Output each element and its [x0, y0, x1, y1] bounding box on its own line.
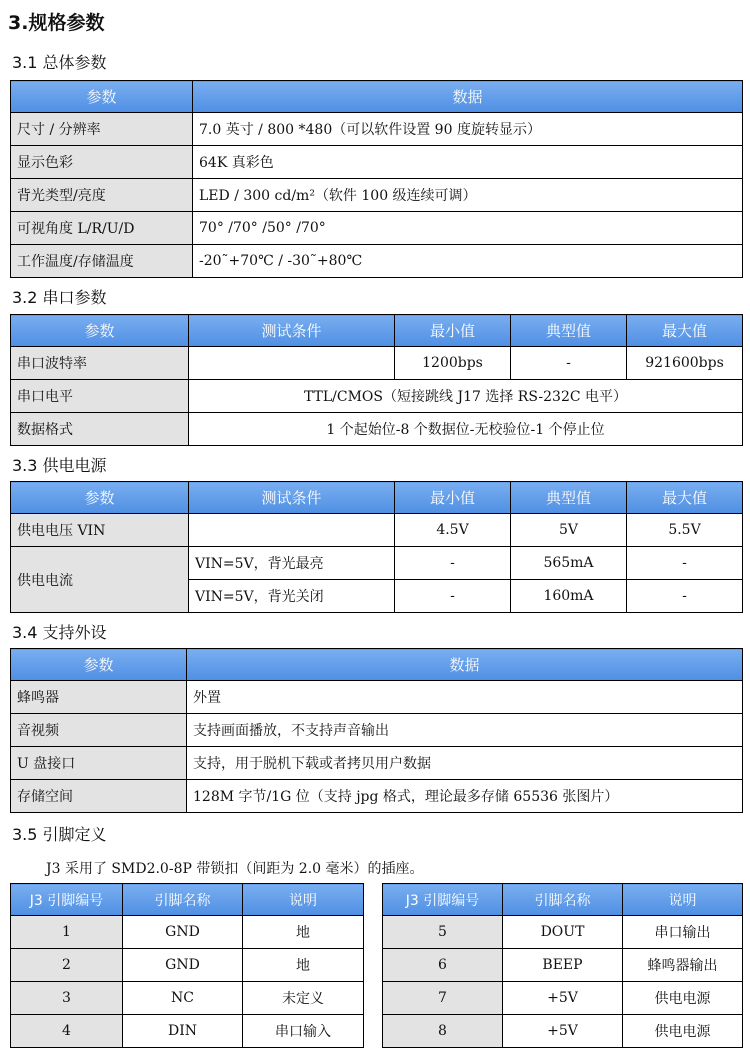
col-header-typ: 典型值	[511, 482, 627, 514]
col-header-typ: 典型值	[511, 315, 627, 347]
col-header-pin-no: J3 引脚编号	[383, 884, 503, 916]
section-heading-serial: 3.2 串口参数	[12, 288, 107, 307]
table-row	[383, 916, 743, 949]
row-value: 128M 字节/1G 位（支持 jpg 格式，理论最多存储 65536 张图片）	[187, 780, 743, 813]
col-header-param: 参数	[11, 649, 187, 681]
table-row	[11, 714, 743, 747]
row-label: 数据格式	[11, 413, 189, 446]
table-row	[11, 146, 743, 179]
table-row	[11, 547, 743, 580]
row-label: 供电电压 VIN	[11, 514, 189, 547]
table-row	[383, 949, 743, 982]
row-label: 可视角度 L/R/U/D	[11, 212, 193, 245]
cell-value: TTL/CMOS（短接跳线 J17 选择 RS-232C 电平）	[189, 380, 743, 413]
power-params-table	[10, 481, 743, 613]
cell-max: 5.5V	[627, 514, 743, 547]
col-header-param: 参数	[11, 315, 189, 347]
cell-typ: -	[511, 347, 627, 380]
table-row	[11, 1015, 364, 1048]
pin-number: 3	[11, 982, 123, 1015]
table-row	[11, 245, 743, 278]
row-value: 外置	[187, 681, 743, 714]
cell-min: 4.5V	[395, 514, 511, 547]
table-row	[11, 916, 364, 949]
pin-number: 2	[11, 949, 123, 982]
table-row	[11, 179, 743, 212]
pin-desc: 蜂鸣器输出	[623, 949, 743, 982]
pin-number: 1	[11, 916, 123, 949]
col-header-condition: 测试条件	[189, 315, 395, 347]
peripherals-table	[10, 648, 743, 813]
table-row	[11, 212, 743, 245]
row-value: LED / 300 cd/m²（软件 100 级连续可调）	[193, 179, 743, 212]
general-params-table	[10, 80, 743, 278]
row-label: 存储空间	[11, 780, 187, 813]
col-header-min: 最小值	[395, 315, 511, 347]
section-heading-power: 3.3 供电电源	[12, 456, 107, 475]
pin-desc: 未定义	[243, 982, 364, 1015]
col-header-data: 数据	[193, 81, 743, 113]
row-label: 音视频	[11, 714, 187, 747]
section-heading-peripherals: 3.4 支持外设	[12, 623, 107, 642]
cell-typ: 160mA	[511, 580, 627, 613]
cell-typ: 565mA	[511, 547, 627, 580]
row-label: 供电电流	[11, 547, 189, 613]
table-row	[11, 347, 743, 380]
table-row	[11, 982, 364, 1015]
cell-min: 1200bps	[395, 347, 511, 380]
row-value: 支持画面播放，不支持声音输出	[187, 714, 743, 747]
cell-condition: VIN=5V，背光最亮	[189, 547, 395, 580]
cell-value: 1 个起始位-8 个数据位-无校验位-1 个停止位	[189, 413, 743, 446]
col-header-param: 参数	[11, 81, 193, 113]
pin-desc: 供电电源	[623, 982, 743, 1015]
table-row	[11, 413, 743, 446]
row-label: 工作温度/存储温度	[11, 245, 193, 278]
pin-name: +5V	[503, 1015, 623, 1048]
pin-number: 6	[383, 949, 503, 982]
table-row	[11, 113, 743, 146]
section-heading-pins: 3.5 引脚定义	[12, 825, 107, 844]
pin-desc: 串口输入	[243, 1015, 364, 1048]
pin-desc: 供电电源	[623, 1015, 743, 1048]
row-value: -20˜+70℃ / -30˜+80℃	[193, 245, 743, 278]
row-label: 串口电平	[11, 380, 189, 413]
cell-min: -	[395, 547, 511, 580]
col-header-desc: 说明	[623, 884, 743, 916]
pin-desc: 地	[243, 949, 364, 982]
row-label: U 盘接口	[11, 747, 187, 780]
row-value: 支持，用于脱机下载或者拷贝用户数据	[187, 747, 743, 780]
row-value: 64K 真彩色	[193, 146, 743, 179]
table-row	[11, 949, 364, 982]
cell-max: -	[627, 580, 743, 613]
row-label: 尺寸 / 分辨率	[11, 113, 193, 146]
table-row	[11, 747, 743, 780]
table-row	[11, 780, 743, 813]
table-row	[11, 380, 743, 413]
col-header-pin-no: J3 引脚编号	[11, 884, 123, 916]
col-header-min: 最小值	[395, 482, 511, 514]
pin-name: DIN	[123, 1015, 243, 1048]
table-row	[383, 1015, 743, 1048]
col-header-pin-name: 引脚名称	[503, 884, 623, 916]
pin-name: GND	[123, 949, 243, 982]
pin-name: GND	[123, 916, 243, 949]
serial-params-table	[10, 314, 743, 446]
pin-number: 5	[383, 916, 503, 949]
col-header-condition: 测试条件	[189, 482, 395, 514]
section-heading-general: 3.1 总体参数	[12, 53, 107, 72]
col-header-desc: 说明	[243, 884, 364, 916]
col-header-pin-name: 引脚名称	[123, 884, 243, 916]
pin-name: NC	[123, 982, 243, 1015]
row-value: 7.0 英寸 / 800 *480（可以软件设置 90 度旋转显示）	[193, 113, 743, 146]
pin-number: 8	[383, 1015, 503, 1048]
table-row	[11, 514, 743, 547]
cell-max: -	[627, 547, 743, 580]
row-value: 70° /70° /50° /70°	[193, 212, 743, 245]
cell-condition	[189, 347, 395, 380]
col-header-data: 数据	[187, 649, 743, 681]
pin-number: 7	[383, 982, 503, 1015]
col-header-max: 最大值	[627, 482, 743, 514]
cell-min: -	[395, 580, 511, 613]
connector-note: J3 采用了 SMD2.0-8P 带锁扣（间距为 2.0 毫米）的插座。	[46, 861, 424, 877]
pin-name: DOUT	[503, 916, 623, 949]
cell-max: 921600bps	[627, 347, 743, 380]
row-label: 背光类型/亮度	[11, 179, 193, 212]
pin-name: BEEP	[503, 949, 623, 982]
row-label: 显示色彩	[11, 146, 193, 179]
col-header-param: 参数	[11, 482, 189, 514]
table-row	[383, 982, 743, 1015]
row-label: 串口波特率	[11, 347, 189, 380]
pin-table-right	[382, 883, 743, 1048]
cell-condition: VIN=5V，背光关闭	[189, 580, 395, 613]
col-header-max: 最大值	[627, 315, 743, 347]
table-row	[11, 681, 743, 714]
pin-desc: 串口输出	[623, 916, 743, 949]
cell-typ: 5V	[511, 514, 627, 547]
cell-condition	[189, 514, 395, 547]
row-label: 蜂鸣器	[11, 681, 187, 714]
pin-table-left	[10, 883, 364, 1048]
page-title: 3.规格参数	[8, 12, 105, 34]
pin-desc: 地	[243, 916, 364, 949]
pin-number: 4	[11, 1015, 123, 1048]
pin-name: +5V	[503, 982, 623, 1015]
